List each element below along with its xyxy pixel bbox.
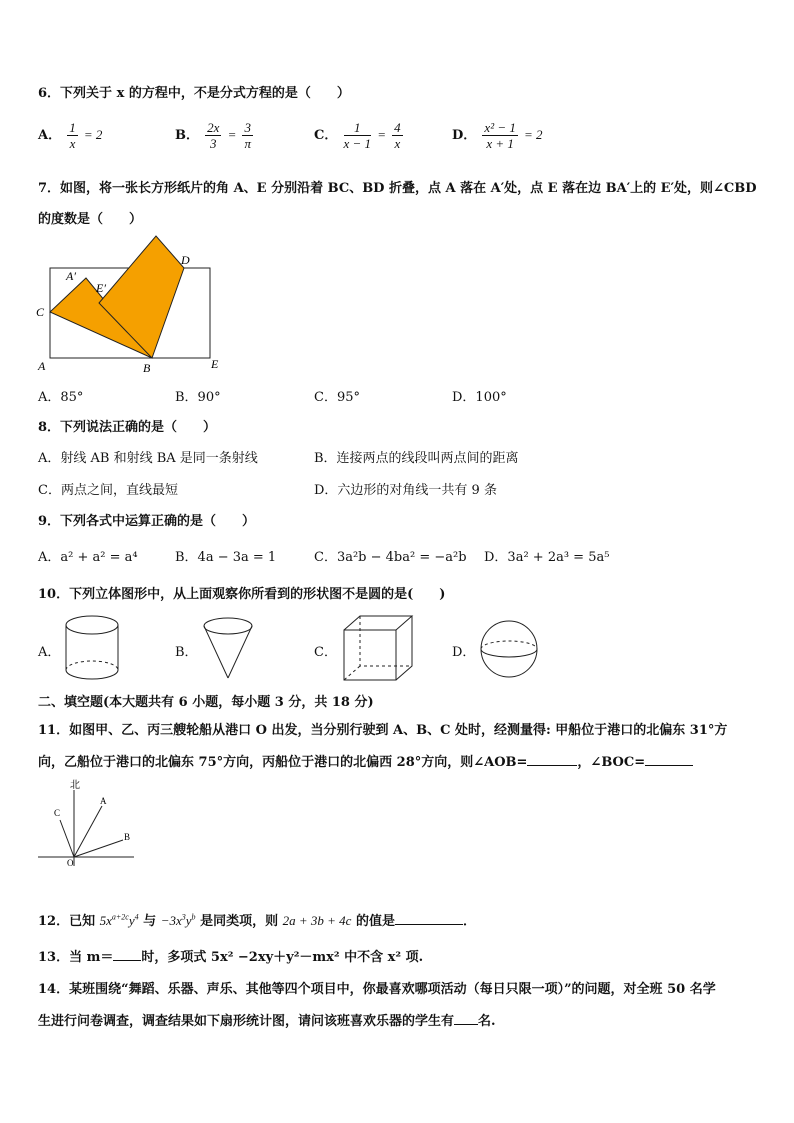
- label-o: O: [67, 858, 74, 868]
- q10-stem: 10．下列立体图形中，从上面观察你所看到的形状图不是圆的是( ): [38, 587, 446, 602]
- q9-stem: 9．下列各式中运算正确的是（ ）: [38, 514, 256, 529]
- q12-suffix: 是同类项，则: [200, 914, 279, 929]
- q8-option-b[interactable]: B．连接两点的线段叫两点间的距离: [314, 451, 519, 466]
- q7-option-b[interactable]: B．90°: [175, 390, 221, 405]
- q6-option-d[interactable]: [452, 120, 543, 151]
- q7-fold-figure: [30, 230, 230, 378]
- q12-line: [38, 910, 476, 929]
- q12-end: ．: [463, 914, 477, 929]
- answer-blank[interactable]: [113, 946, 141, 961]
- answer-blank-aob[interactable]: [527, 751, 577, 766]
- label-c: C: [54, 808, 61, 818]
- q10-option-b[interactable]: B．: [175, 645, 198, 660]
- label-a: A: [100, 796, 107, 806]
- cube-icon: [340, 612, 416, 684]
- option-letter: B．: [175, 128, 199, 143]
- q7-stem-line2: 的度数是（ ）: [38, 212, 143, 227]
- label-c: C: [36, 305, 45, 319]
- q14-end: 名.: [478, 1014, 496, 1029]
- equals: =: [377, 127, 386, 142]
- cylinder-icon: [62, 612, 122, 684]
- q9-option-c[interactable]: C．3a²b − 4ba² = −a²b: [314, 550, 467, 565]
- q12-expression: 2a + 3b + 4c: [282, 913, 352, 928]
- ray-ob: [74, 840, 123, 857]
- ray-oa: [74, 806, 102, 857]
- fraction: $\frac{1}{x - 1}$: [343, 120, 372, 151]
- label-e-prime: E′: [96, 281, 106, 295]
- label-a: A: [38, 359, 46, 373]
- q7-option-c[interactable]: C．95°: [314, 390, 360, 405]
- q13-prefix: 13．当 m＝: [38, 950, 114, 965]
- ray-oc: [60, 820, 74, 857]
- answer-blank[interactable]: [395, 910, 463, 925]
- cone-icon: [200, 612, 256, 684]
- q7-option-a[interactable]: A．85°: [38, 390, 84, 405]
- q6-option-b[interactable]: [175, 120, 255, 151]
- q6-option-c[interactable]: [314, 120, 405, 151]
- q9-option-a[interactable]: A．a² + a² = a⁴: [38, 550, 138, 565]
- q7-stem-line1: 7．如图，将一张长方形纸片的角 A、E 分别沿着 BC、BD 折叠，点 A 落在 A′处，点 E 落在边 BA′上的 E′处，则∠CBD: [38, 181, 757, 196]
- label-e: E: [211, 357, 219, 371]
- q13-line: [38, 946, 423, 965]
- q12-prefix: 12．已知: [38, 914, 96, 929]
- label-d: D: [181, 253, 190, 267]
- monomial-2: $-3x^3y^b$: [160, 912, 196, 928]
- q9-option-d[interactable]: D．3a² + 2a³ = 5a⁵: [484, 550, 610, 565]
- label-north: 北: [70, 780, 80, 791]
- answer-blank-boc[interactable]: [645, 751, 693, 766]
- q11-line1: 11．如图甲、乙、丙三艘轮船从港口 O 出发，当分别行驶到 A、B、C 处时，经测量得: 甲船位于港口的北偏东 31°方: [38, 723, 728, 738]
- q8-option-a[interactable]: A．射线 AB 和射线 BA 是同一条射线: [38, 451, 258, 466]
- q14-line1: 14．某班围绕“舞蹈、乐器、声乐、其他等四个项目中，你最喜欢哪项活动（每日只限一项）”的问题，对全班 50 名学: [38, 982, 716, 997]
- q10-option-a[interactable]: A．: [38, 645, 61, 660]
- q8-option-c[interactable]: C．两点之间，直线最短: [38, 483, 178, 498]
- q11-text: 向，乙船位于港口的北偏东 75°方向，丙船位于港口的北偏西 28°方向，则∠AOB=: [38, 755, 528, 770]
- fraction: $\frac{4}{x}$: [394, 120, 401, 151]
- equation-rest: = 2: [524, 127, 543, 142]
- fraction: $\frac{\text{x² − 1}}{x + 1}$: [484, 120, 516, 151]
- section2-heading: 二、填空题(本大题共有 6 小题，每小题 3 分，共 18 分): [38, 695, 374, 710]
- label-b: B: [124, 832, 131, 842]
- equation-rest: = 2: [83, 127, 103, 142]
- q10-option-c[interactable]: C．: [314, 645, 337, 660]
- q8-stem: 8．下列说法正确的是（ ）: [38, 420, 217, 435]
- q12-mid: 与: [143, 914, 157, 929]
- q11-line2: [38, 751, 693, 770]
- answer-blank[interactable]: [454, 1010, 478, 1025]
- q9-option-b[interactable]: B．4a − 3a = 1: [175, 550, 277, 565]
- fraction: $\frac{3}{\pi}$: [244, 120, 251, 151]
- option-letter: D．: [452, 128, 477, 143]
- option-letter: A．: [38, 128, 62, 143]
- label-b: B: [143, 361, 151, 375]
- q10-option-d[interactable]: D．: [452, 645, 476, 660]
- q12-tail: 的值是: [355, 914, 395, 929]
- q14-line2: [38, 1010, 496, 1029]
- q6-stem: 6．下列关于 x 的方程中，不是分式方程的是（ ）: [38, 86, 350, 101]
- q6-option-a[interactable]: [38, 120, 102, 151]
- equals: =: [227, 127, 237, 142]
- option-letter: C．: [314, 128, 338, 143]
- fraction: $\frac{2x}{3}$: [207, 120, 220, 151]
- q7-option-d[interactable]: D．100°: [452, 390, 507, 405]
- sphere-icon: [478, 618, 540, 680]
- q13-text: 时，多项式 5x² −2xy＋y²－mx² 中不含 x² 项.: [141, 950, 424, 965]
- monomial-1: $5x^{a+2c}y^4$: [99, 912, 139, 928]
- fraction: $\frac{1}{x}$: [69, 120, 76, 151]
- label-a-prime: A′: [66, 269, 76, 283]
- q14-text: 生进行问卷调查，调查结果如下扇形统计图，请问该班喜欢乐器的学生有: [38, 1014, 455, 1029]
- q11-direction-figure: [30, 778, 140, 868]
- q11-text-mid: ，∠BOC=: [577, 755, 646, 770]
- q8-option-d[interactable]: D．六边形的对角线一共有 9 条: [314, 483, 497, 498]
